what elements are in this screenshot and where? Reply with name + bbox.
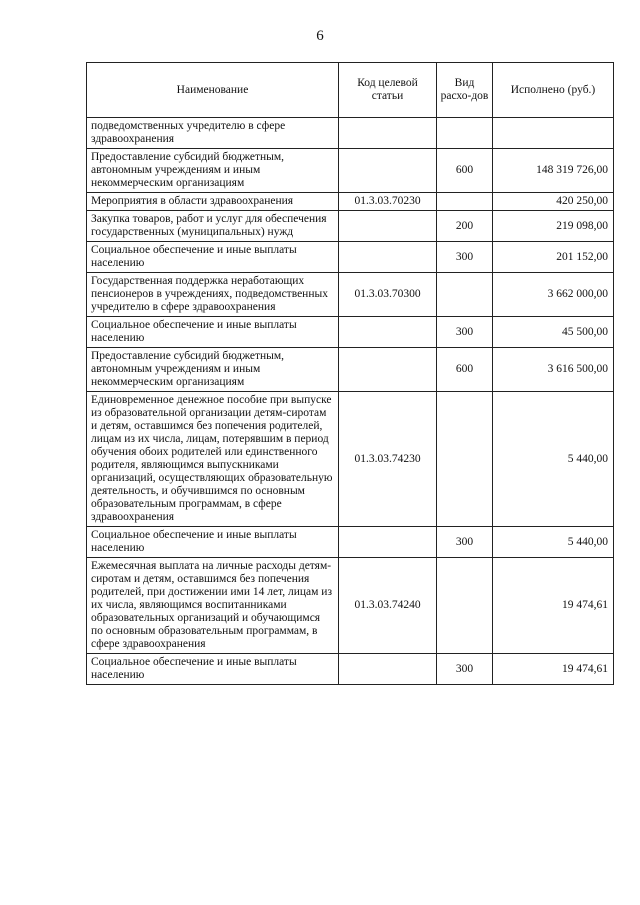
table-row (87, 118, 614, 149)
table-row (87, 392, 614, 527)
table-body (87, 118, 614, 685)
row-code: 01.3.03.74230 (339, 392, 437, 527)
row-amount: 19 474,61 (493, 558, 614, 654)
row-name: Предоставление субсидий бюджетным, автономным учреждениям и иным некоммерческим организациям (87, 149, 339, 193)
row-name: Социальное обеспечение и иные выплаты населению (87, 242, 339, 273)
row-amount: 19 474,61 (493, 654, 614, 685)
table-row (87, 211, 614, 242)
row-name: подведомственных учредителю в сфере здравоохранения (87, 118, 339, 149)
row-code (339, 242, 437, 273)
row-amount: 420 250,00 (493, 193, 614, 211)
table-row (87, 193, 614, 211)
table-row (87, 348, 614, 392)
row-name: Социальное обеспечение и иные выплаты населению (87, 527, 339, 558)
page-number: 6 (316, 28, 324, 44)
header-type: Вид расхо-дов (437, 63, 493, 118)
row-type: 200 (437, 211, 493, 242)
row-type (437, 118, 493, 149)
row-type: 300 (437, 242, 493, 273)
table-row (87, 273, 614, 317)
row-code (339, 654, 437, 685)
table-header-row (87, 63, 614, 118)
row-type: 300 (437, 317, 493, 348)
header-amount: Исполнено (руб.) (493, 63, 614, 118)
row-name: Закупка товаров, работ и услуг для обеспечения государственных (муниципальных) нужд (87, 211, 339, 242)
row-code: 01.3.03.70230 (339, 193, 437, 211)
table-row (87, 558, 614, 654)
row-name: Предоставление субсидий бюджетным, автономным учреждениям и иным некоммерческим организациям (87, 348, 339, 392)
row-type: 300 (437, 654, 493, 685)
row-code (339, 118, 437, 149)
row-name: Ежемесячная выплата на личные расходы детям-сиротам и детям, оставшимся без попечения родителей, при достижении ими 14 лет, лицам из их числа, являющимся воспитанниками образовательных организаций и обучающимся по основным образовательным программам, в сфере здравоохранения (87, 558, 339, 654)
row-code (339, 317, 437, 348)
row-type (437, 558, 493, 654)
row-name: Социальное обеспечение и иные выплаты населению (87, 654, 339, 685)
row-code: 01.3.03.70300 (339, 273, 437, 317)
row-code: 01.3.03.74240 (339, 558, 437, 654)
row-amount: 45 500,00 (493, 317, 614, 348)
row-code (339, 149, 437, 193)
row-type (437, 273, 493, 317)
header-code: Код целевой статьи (339, 63, 437, 118)
row-name: Социальное обеспечение и иные выплаты населению (87, 317, 339, 348)
row-code (339, 348, 437, 392)
row-name: Мероприятия в области здравоохранения (87, 193, 339, 211)
row-amount: 201 152,00 (493, 242, 614, 273)
row-type (437, 193, 493, 211)
row-type: 600 (437, 348, 493, 392)
row-amount: 3 662 000,00 (493, 273, 614, 317)
row-amount: 148 319 726,00 (493, 149, 614, 193)
table-row (87, 527, 614, 558)
row-amount: 3 616 500,00 (493, 348, 614, 392)
header-name: Наименование (87, 63, 339, 118)
row-amount (493, 118, 614, 149)
row-type: 600 (437, 149, 493, 193)
table-row (87, 242, 614, 273)
row-code (339, 527, 437, 558)
table-row (87, 654, 614, 685)
table-row (87, 149, 614, 193)
row-code (339, 211, 437, 242)
budget-table (86, 62, 614, 685)
row-amount: 219 098,00 (493, 211, 614, 242)
row-amount: 5 440,00 (493, 527, 614, 558)
table-row (87, 317, 614, 348)
row-type: 300 (437, 527, 493, 558)
row-type (437, 392, 493, 527)
row-amount: 5 440,00 (493, 392, 614, 527)
row-name: Единовременное денежное пособие при выпуске из образовательной организации детям-сиротам и детям, оставшимся без попечения родителей, лицам из их числа, лицам, потерявшим в период обучения обоих родителей или единственного родителя, являющимся выпускниками организаций, осуществляющих образовательную деятельность, и обучившимся по основным образовательным программам, в сфере здравоохранения (87, 392, 339, 527)
row-name: Государственная поддержка неработающих пенсионеров в учреждениях, подведомственных учредителю в сфере здравоохранения (87, 273, 339, 317)
